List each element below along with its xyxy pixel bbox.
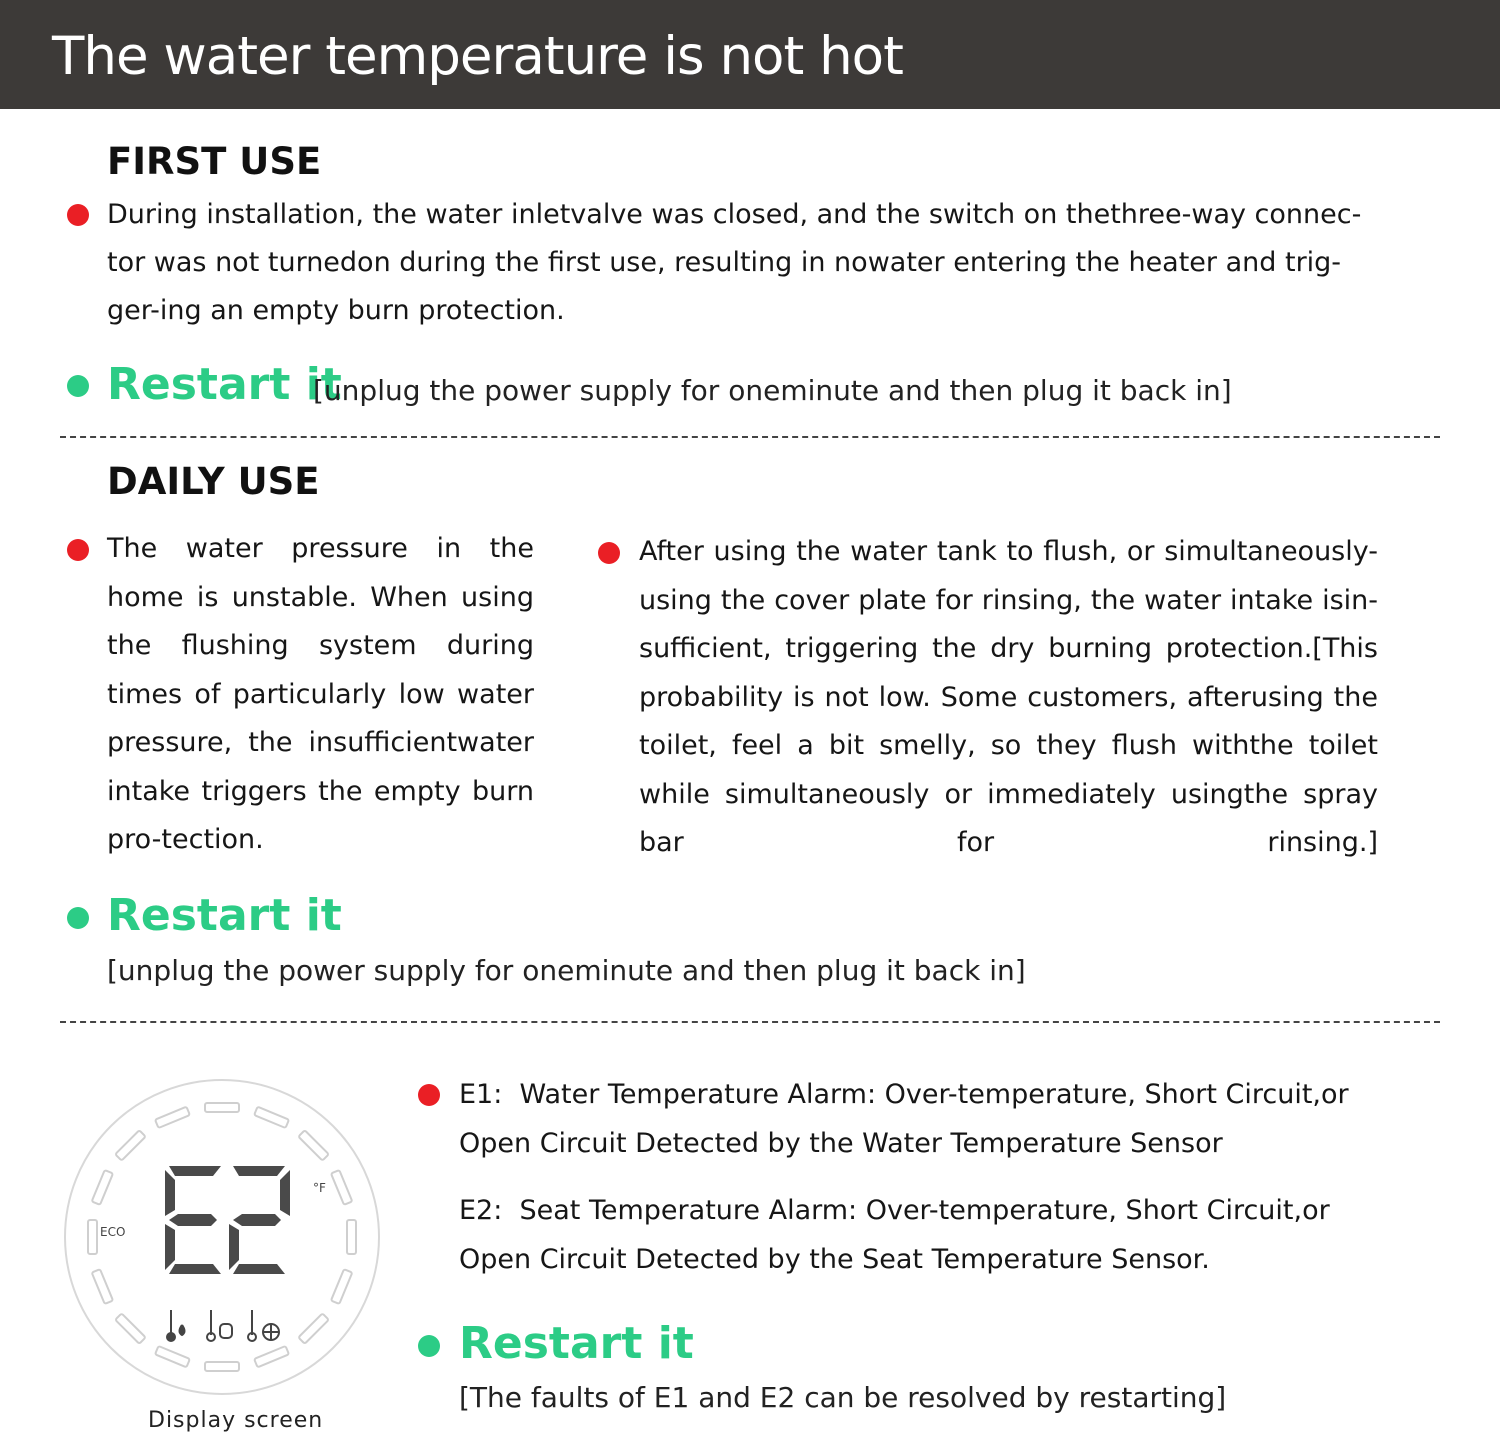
error-code-digit-e: [165, 1166, 221, 1274]
e1-text-line2: Open Circuit Detected by the Water Temperature Sensor: [459, 1127, 1223, 1159]
section-divider: [60, 1021, 1440, 1023]
e2-description: [459, 1187, 1369, 1284]
errors-restart-note: [The faults of E1 and E2 can be resolved by restarting]: [459, 1381, 1227, 1414]
seat-temperature-icon: [207, 1310, 232, 1341]
water-temperature-icon: [167, 1310, 185, 1341]
daily-use-cause-left: The water pressure in the home is unstable. When using the flushing system during times of particularly low water pressure, the insufficientwater intake triggers the empty burn pro-tection.: [107, 533, 534, 855]
first-use-cause-line: During installation, the water inletvalve was closed, and the switch on thethree-way connec-: [107, 199, 1362, 230]
unit-indicator: °F: [313, 1181, 326, 1195]
dryer-fan-temperature-icon: [248, 1310, 279, 1341]
red-bullet-icon: [598, 542, 620, 564]
first-use-restart-note: [unplug the power supply for oneminute and then plug it back in]: [313, 374, 1232, 407]
segment-ring: [88, 1103, 356, 1371]
first-use-cause-line: tor was not turnedon during the first use, resulting in nowater entering the heater and trig-: [107, 247, 1342, 278]
daily-use-restart-note: [unplug the power supply for oneminute and then plug it back in]: [107, 954, 1026, 987]
daily-use-restart-label: Restart it: [107, 890, 342, 941]
e1-description: [459, 1071, 1369, 1168]
eco-indicator: ECO: [100, 1225, 126, 1239]
page-header: [0, 0, 1500, 109]
green-bullet-icon: [67, 375, 89, 397]
first-use-restart-label: Restart it: [107, 359, 342, 410]
first-use-cause-line: ger-ing an empty burn protection.: [107, 295, 565, 326]
page-title: The water temperature is not hot: [52, 26, 903, 87]
e2-code: E2:: [459, 1195, 503, 1226]
green-bullet-icon: [418, 1335, 440, 1357]
e1-code: E1:: [459, 1079, 503, 1110]
e2-text-line1: Seat Temperature Alarm: Over-temperature, Short Circuit,or: [519, 1195, 1330, 1226]
daily-use-heading: DAILY USE: [107, 460, 320, 503]
first-use-heading: FIRST USE: [107, 140, 322, 183]
e2-text-line2: Open Circuit Detected by the Seat Temperature Sensor.: [459, 1243, 1210, 1275]
error-code-digit-2: [229, 1166, 290, 1274]
red-bullet-icon: [418, 1084, 440, 1106]
e1-text-line1: Water Temperature Alarm: Over-temperature, Short Circuit,or: [519, 1079, 1349, 1110]
display-screen-illustration: [55, 1070, 395, 1410]
green-bullet-icon: [67, 907, 89, 929]
errors-restart-label: Restart it: [459, 1318, 694, 1369]
red-bullet-icon: [67, 539, 89, 561]
display-caption: Display screen: [148, 1408, 324, 1433]
daily-use-cause-right: After using the water tank to flush, or simultaneously-using the cover plate for rinsing, the water intake isin-sufficient, triggering the dry burning protection.[This probability is not low. Some customers, afterusing the toilet, feel a bit smelly, so they flush withthe toilet while simultaneously or immediately usingthe spray bar for rinsing.]: [639, 536, 1378, 858]
section-divider: [60, 436, 1440, 438]
red-bullet-icon: [67, 204, 89, 226]
